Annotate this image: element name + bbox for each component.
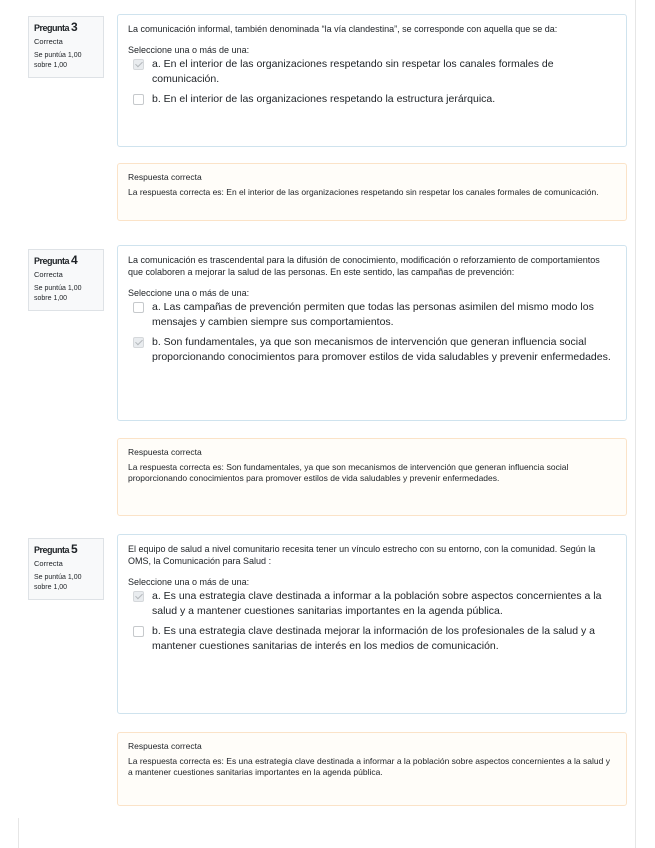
option-label: b. En el interior de las organizaciones respetando la estructura jerárquica.	[152, 93, 496, 105]
feedback-title: Respuesta correcta	[128, 447, 202, 457]
question-text: El equipo de salud a nivel comunitario recesita tener un vínculo estrecho con su entorno, con la comunidad. Según la OMS, la Comunicación para Salud :	[128, 544, 596, 566]
question-number-value: 4	[71, 253, 78, 267]
option-label: b. Son fundamentales, ya que son mecanismos de intervención que generan influencia social proporcionando conocimientos para promover estilos de vida saludables y prevenir enfermedades.	[152, 336, 611, 363]
feedback-text: La respuesta correcta es: Es una estrategia clave destinada a informar a la población sobre aspectos concernientes a la salud y a mantener cuestiones sanitarias importantes en la agenda pública.	[128, 756, 610, 777]
question-box-4	[117, 245, 627, 421]
feedback-box-4	[117, 438, 627, 516]
answer-prompt: Seleccione una o más de una:	[128, 45, 250, 55]
question-grade: Se puntúa 1,00 sobre 1,00	[34, 285, 82, 302]
checkbox-checked-icon[interactable]	[133, 59, 144, 70]
question-info-4	[28, 249, 104, 311]
feedback-box-3	[117, 163, 627, 221]
checkbox-empty-icon[interactable]	[133, 302, 144, 313]
answer-option-a[interactable]	[128, 589, 616, 619]
question-number-value: 3	[71, 20, 78, 34]
answer-options	[128, 57, 616, 107]
checkbox-empty-icon[interactable]	[133, 94, 144, 105]
answer-option-a[interactable]	[128, 300, 616, 330]
question-state: Correcta	[34, 559, 63, 568]
question-label: Pregunta	[34, 256, 70, 266]
answer-option-b[interactable]	[128, 92, 616, 107]
answer-prompt: Seleccione una o más de una:	[128, 288, 250, 298]
question-state: Correcta	[34, 37, 63, 46]
question-text: La comunicación informal, también denominada “la vía clandestina”, se corresponde con aquella que se da:	[128, 24, 558, 34]
question-number	[34, 543, 99, 556]
answer-option-b[interactable]	[128, 624, 616, 654]
checkbox-checked-icon[interactable]	[133, 591, 144, 602]
checkbox-checked-icon[interactable]	[133, 337, 144, 348]
question-info-3	[28, 16, 104, 78]
feedback-text: La respuesta correcta es: En el interior de las organizaciones respetando sin respetar los canales formales de comunicación.	[128, 187, 599, 197]
option-label: a. En el interior de las organizaciones respetando sin respetar los canales formales de comunicación.	[152, 58, 554, 85]
option-label: a. Las campañas de prevención permiten que todas las personas asimilen del mismo modo los mensajes y cambien siempre sus comportamientos.	[152, 301, 594, 328]
answer-options	[128, 300, 616, 365]
feedback-title: Respuesta correcta	[128, 172, 202, 182]
question-label: Pregunta	[34, 23, 70, 33]
question-state: Correcta	[34, 270, 63, 279]
answer-prompt: Seleccione una o más de una:	[128, 577, 250, 587]
question-number	[34, 254, 99, 267]
question-box-3	[117, 14, 627, 147]
question-grade: Se puntúa 1,00 sobre 1,00	[34, 52, 82, 69]
feedback-text: La respuesta correcta es: Son fundamentales, ya que son mecanismos de intervención que generan influencia social proporcionando conocimientos para promover estilos de vida saludables y prevenir enfermedades.	[128, 462, 569, 483]
question-info-5	[28, 538, 104, 600]
answer-option-b[interactable]	[128, 335, 616, 365]
page-right-border	[635, 0, 636, 848]
question-text: La comunicación es trascendental para la difusión de conocimiento, modificación o reforzamiento de comportamientos que colaboren a mejorar la salud de las personas. En este sentido, las campañas de prevención:	[128, 255, 600, 277]
feedback-box-5	[117, 732, 627, 806]
checkbox-empty-icon[interactable]	[133, 626, 144, 637]
question-box-5	[117, 534, 627, 714]
option-label: b. Es una estrategia clave destinada mejorar la información de los profesionales de la salud y a mantener cuestiones sanitarias de interés en los medios de comunicación.	[152, 625, 596, 652]
question-number-value: 5	[71, 542, 78, 556]
question-label: Pregunta	[34, 545, 70, 555]
answer-option-a[interactable]	[128, 57, 616, 87]
answer-options	[128, 589, 616, 654]
feedback-title: Respuesta correcta	[128, 741, 202, 751]
question-number	[34, 21, 99, 34]
option-label: a. Es una estrategia clave destinada a informar a la población sobre aspectos concernientes a la salud y a mantener cuestiones sanitarias importantes en la agenda pública.	[152, 590, 602, 617]
page-left-border	[18, 818, 19, 848]
question-grade: Se puntúa 1,00 sobre 1,00	[34, 574, 82, 591]
